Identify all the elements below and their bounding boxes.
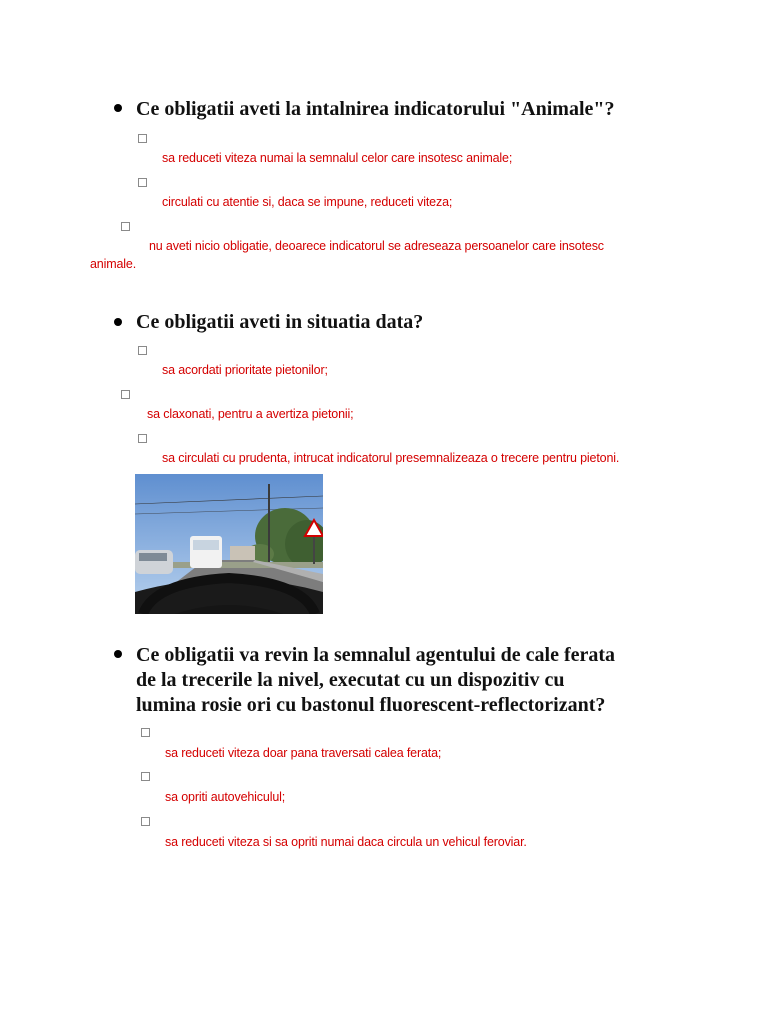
- checkbox-icon[interactable]: [138, 346, 147, 355]
- question-title-line-3: lumina rosie ori cu bastonul fluorescent-reflectorizant?: [136, 694, 606, 716]
- answer-option: sa claxonati, pentru a avertiza pietonii;: [147, 407, 354, 421]
- answer-option: nu aveti nicio obligatie, deoarece indicatorul se adreseaza persoanelor care insotesc: [149, 239, 604, 253]
- answer-option: sa reduceti viteza numai la semnalul celor care insotesc animale;: [162, 151, 513, 165]
- bullet-icon: [114, 104, 122, 112]
- answer-option: sa reduceti viteza doar pana traversati calea ferata;: [165, 746, 442, 760]
- checkbox-icon[interactable]: [121, 222, 130, 231]
- checkbox-icon[interactable]: [138, 178, 147, 187]
- checkbox-icon[interactable]: [138, 434, 147, 443]
- road-scene-photo: [135, 474, 323, 614]
- answer-option: sa opriti autovehiculul;: [165, 790, 286, 804]
- bullet-icon: [114, 650, 122, 658]
- question-title-line-1: Ce obligatii va revin la semnalul agentului de cale ferata: [136, 644, 616, 666]
- checkbox-icon[interactable]: [141, 772, 150, 781]
- checkbox-icon[interactable]: [121, 390, 130, 399]
- answer-option: sa reduceti viteza si sa opriti numai daca circula un vehicul feroviar.: [165, 835, 527, 849]
- answer-option: sa acordati prioritate pietonilor;: [162, 363, 328, 377]
- checkbox-icon[interactable]: [141, 728, 150, 737]
- checkbox-icon[interactable]: [138, 134, 147, 143]
- answer-option: circulati cu atentie si, daca se impune, reduceti viteza;: [162, 195, 453, 209]
- question-title-line-2: de la trecerile la nivel, executat cu un dispozitiv cu: [136, 669, 565, 691]
- question-title: Ce obligatii aveti in situatia data?: [136, 311, 424, 333]
- bullet-icon: [114, 318, 122, 326]
- question-title: Ce obligatii aveti la intalnirea indicatorului "Animale"?: [136, 98, 615, 120]
- answer-option: sa circulati cu prudenta, intrucat indicatorul presemnalizeaza o trecere pentru pietoni.: [162, 451, 620, 465]
- checkbox-icon[interactable]: [141, 817, 150, 826]
- answer-option-continuation: animale.: [90, 257, 137, 271]
